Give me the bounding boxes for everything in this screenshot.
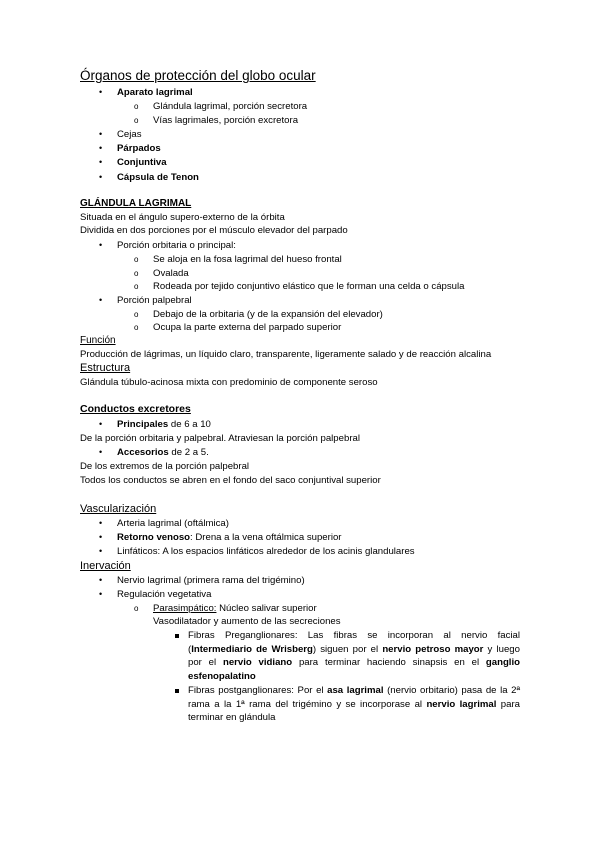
paragraph: Glándula túbulo-acinosa mixta con predominio de componente seroso xyxy=(80,377,378,388)
section-heading: Estructura xyxy=(80,362,131,374)
paragraph: Vasodilatador y aumento de las secreciones xyxy=(153,616,341,627)
list-item: Porción palpebral xyxy=(117,295,192,306)
circle-bullet-icon: o xyxy=(134,255,139,264)
list-item: Aparato lagrimal xyxy=(117,87,193,98)
bullet-icon: • xyxy=(99,129,103,139)
bullet-icon: • xyxy=(99,575,103,585)
list-item: Ocupa la parte externa del parpado superior xyxy=(153,322,342,333)
bullet-icon: • xyxy=(99,157,103,167)
paragraph: Producción de lágrimas, un líquido claro, transparente, ligeramente salado y de reacción alcalina xyxy=(80,349,492,360)
bullet-icon: • xyxy=(99,172,103,182)
page-title: Órganos de protección del globo ocular xyxy=(80,68,316,83)
list-item: Ovalada xyxy=(153,268,189,279)
circle-bullet-icon: o xyxy=(134,310,139,319)
list-item: Nervio lagrimal (primera rama del trigémino) xyxy=(117,575,305,586)
section-heading: Función xyxy=(80,335,116,346)
bullet-icon: • xyxy=(99,546,103,556)
retorno-label: Retorno venoso xyxy=(117,532,191,543)
list-item: Rodeada por tejido conjuntivo elástico que le forman una celda o cápsula xyxy=(153,281,465,292)
nervio-lagrimal-term: nervio lagrimal xyxy=(426,698,497,710)
list-item: Cápsula de Tenon xyxy=(117,172,199,183)
principales-count: de 6 a 10 xyxy=(168,419,211,430)
bullet-icon: • xyxy=(99,589,103,599)
section-heading: GLÁNDULA LAGRIMAL xyxy=(80,198,192,209)
circle-bullet-icon: o xyxy=(134,116,139,125)
parasimpatico-text: Núcleo salivar superior xyxy=(216,603,317,614)
bullet-icon: • xyxy=(99,419,103,429)
text-run: ) siguen por el xyxy=(312,643,383,655)
text-run: para terminar en glándula xyxy=(188,698,520,723)
circle-bullet-icon: o xyxy=(134,323,139,332)
text-run: Fibras Preganglionares: Las fibras se incorporan al nervio facial ( xyxy=(188,630,520,655)
list-item: Cejas xyxy=(117,129,142,140)
list-item: Porción orbitaria o principal: xyxy=(117,240,236,251)
list-item: Vías lagrimales, porción excretora xyxy=(153,115,299,126)
postganglionic-paragraph xyxy=(188,684,520,725)
wrisberg-term: Intermediario de Wrisberg xyxy=(191,643,313,655)
principales-label: Principales xyxy=(117,419,169,430)
list-item xyxy=(117,532,341,544)
bullet-icon: • xyxy=(99,447,103,457)
list-item: Conjuntiva xyxy=(117,157,167,168)
ganglio-term: ganglio esfenopalatino xyxy=(188,657,520,682)
bullet-icon: • xyxy=(99,143,103,153)
list-item: Regulación vegetativa xyxy=(117,589,212,600)
list-item: Arteria lagrimal (oftálmica) xyxy=(117,518,229,529)
list-item: Debajo de la orbitaria (y de la expansión del elevador) xyxy=(153,309,383,320)
paragraph: De la porción orbitaria y palpebral. Atraviesan la porción palpebral xyxy=(80,433,360,444)
bullet-icon: • xyxy=(99,87,103,97)
list-item: Glándula lagrimal, porción secretora xyxy=(153,101,308,112)
bullet-icon: • xyxy=(99,518,103,528)
retorno-text: : Drena a la vena oftálmica superior xyxy=(190,532,342,543)
bullet-icon: • xyxy=(99,532,103,542)
text-run: Fibras postganglionares: Por el xyxy=(188,685,328,696)
vidiano-term: nervio vidiano xyxy=(222,657,293,668)
section-heading: Inervación xyxy=(80,560,131,572)
petroso-term: nervio petroso mayor xyxy=(382,643,484,655)
section-heading: Conductos excretores xyxy=(80,403,191,415)
list-item xyxy=(117,447,209,459)
bullet-icon: • xyxy=(99,295,103,305)
paragraph: De los extremos de la porción palpebral xyxy=(80,461,250,472)
list-item xyxy=(117,419,211,431)
circle-bullet-icon: o xyxy=(134,604,139,613)
asa-term: asa lagrimal xyxy=(327,685,384,696)
bullet-icon: • xyxy=(99,240,103,250)
text-run: (nervio orbitario) pasa de la 2ª rama a la 1ª rama del trigémino y se incorporase al xyxy=(188,685,521,710)
circle-bullet-icon: o xyxy=(134,102,139,111)
text-run: para terminar haciendo sinapsis en el xyxy=(292,657,486,668)
paragraph: Todos los conductos se abren en el fondo del saco conjuntival superior xyxy=(80,475,381,486)
text-run: y luego por el xyxy=(188,643,520,668)
accesorios-count: de 2 a 5. xyxy=(168,447,209,458)
paragraph: Dividida en dos porciones por el músculo elevador del parpado xyxy=(80,225,348,236)
paragraph: Situada en el ángulo supero-externo de la órbita xyxy=(80,212,285,223)
preganglionic-paragraph xyxy=(188,629,520,683)
section-heading: Vascularización xyxy=(80,503,157,515)
square-bullet-icon xyxy=(175,634,179,638)
list-item xyxy=(153,603,317,615)
list-item: Se aloja en la fosa lagrimal del hueso frontal xyxy=(153,254,342,265)
circle-bullet-icon: o xyxy=(134,282,139,291)
parasimpatico-label: Parasimpático: xyxy=(153,603,217,614)
list-item: Linfáticos: A los espacios linfáticos alrededor de los acinis glandulares xyxy=(117,546,415,557)
accesorios-label: Accesorios xyxy=(117,447,169,458)
list-item: Párpados xyxy=(117,143,161,154)
circle-bullet-icon: o xyxy=(134,269,139,278)
square-bullet-icon xyxy=(175,689,179,693)
